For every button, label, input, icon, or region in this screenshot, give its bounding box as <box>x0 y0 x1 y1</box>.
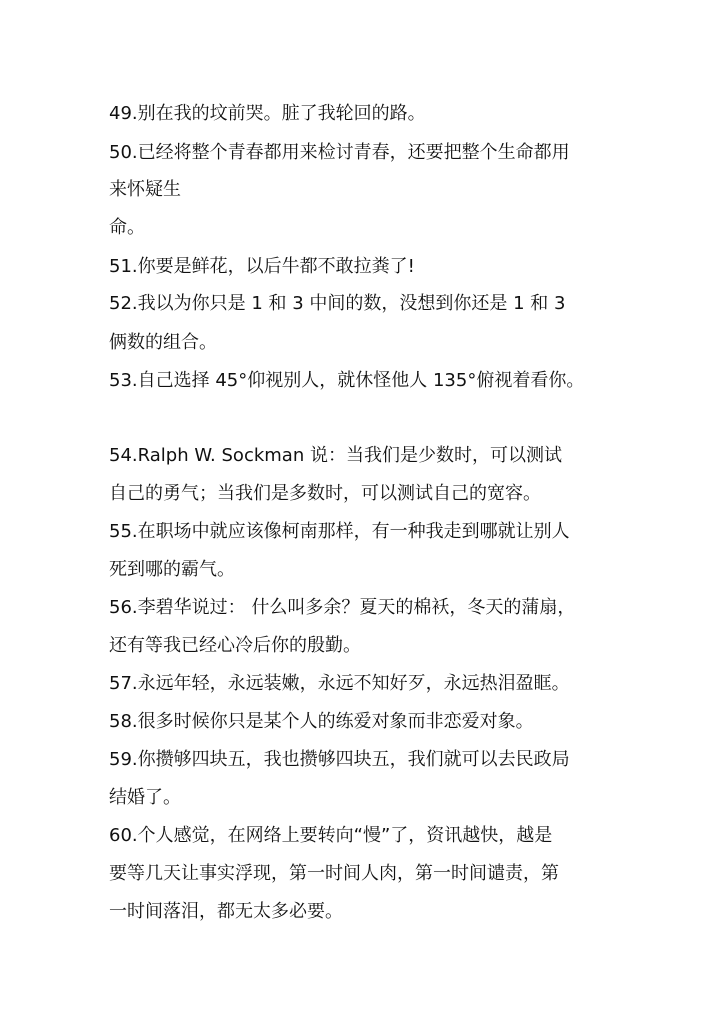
text-line: 自己的勇气；当我们是多数时，可以测试自己的宽容。 <box>109 483 541 504</box>
text-line: 51.你要是鲜花，以后牛都不敢拉粪了! <box>109 256 415 277</box>
text-line: 要等几天让事实浮现，第一时间人肉，第一时间谴责，第 <box>109 863 559 884</box>
text-line: 50.已经将整个青春都用来检讨青春，还要把整个生命都用 <box>109 142 570 163</box>
text-line: 52.我以为你只是 1 和 3 中间的数，没想到你还是 1 和 3 <box>109 293 566 314</box>
text-line: 60.个人感觉，在网络上要转向“慢”了，资讯越快，越是 <box>109 825 553 846</box>
text-line: 结婚了。 <box>109 787 181 808</box>
text-line: 来怀疑生 <box>109 179 181 200</box>
text-line: 53.自己选择 45°仰视别人，就休怪他人 135°俯视着看你。 <box>109 370 585 391</box>
text-line: 57.永远年轻，永远装嫩，永远不知好歹，永远热泪盈眶。 <box>109 673 570 694</box>
text-line: 49.别在我的坟前哭。脏了我轮回的路。 <box>109 103 426 124</box>
text-line: 55.在职场中就应该像柯南那样，有一种我走到哪就让别人 <box>109 521 570 542</box>
text-line: 命。 <box>109 217 145 238</box>
text-line: 54.Ralph W. Sockman 说：当我们是少数时，可以测试 <box>109 445 562 466</box>
text-line: 59.你攒够四块五，我也攒够四块五，我们就可以去民政局 <box>109 749 570 770</box>
text-line: 死到哪的霸气。 <box>109 559 235 580</box>
text-line: 俩数的组合。 <box>109 332 217 353</box>
text-line: 58.很多时候你只是某个人的练爱对象而非恋爱对象。 <box>109 711 534 732</box>
text-line: 一时间落泪，都无太多必要。 <box>109 901 343 922</box>
text-line: 56.李碧华说过： 什么叫多余？夏天的棉袄，冬天的蒲扇， <box>109 597 576 618</box>
text-line: 还有等我已经心冷后你的殷勤。 <box>109 635 361 656</box>
